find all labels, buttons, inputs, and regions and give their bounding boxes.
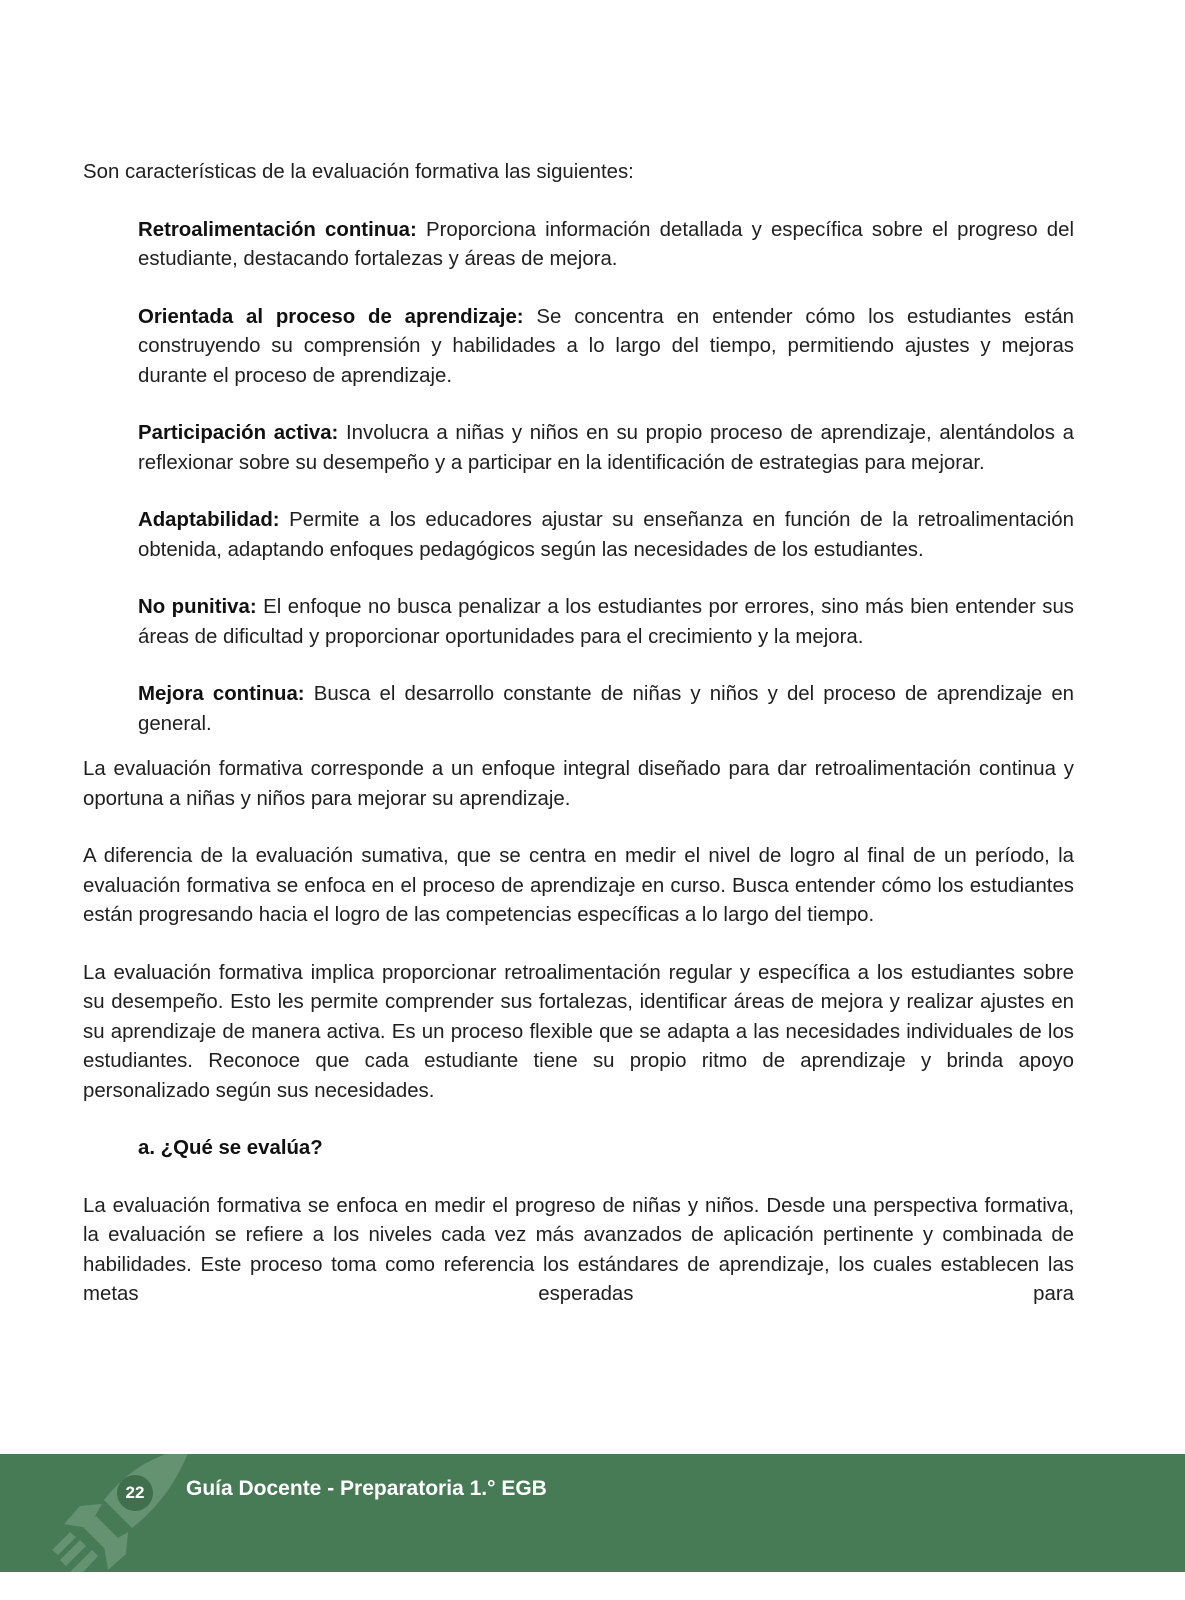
body-paragraph: La evaluación formativa corresponde a un enfoque integral diseñado para dar retroalimentación continua y oportuna a niñas y niños para mejorar su aprendizaje. <box>83 758 1074 810</box>
characteristic-item <box>138 216 1074 275</box>
page-content <box>83 158 1074 1310</box>
characteristic-title: Participación activa: <box>138 422 339 444</box>
characteristic-item <box>138 419 1074 478</box>
characteristic-item <box>138 303 1074 392</box>
rocket-icon <box>40 1454 190 1572</box>
footer-title: Guía Docente - Preparatoria 1.° EGB <box>186 1477 547 1500</box>
characteristic-title: Adaptabilidad: <box>138 509 280 531</box>
body-paragraph: La evaluación formativa implica proporcionar retroalimentación regular y específica a los estudiantes sobre su desempeño. Esto les permite comprender sus fortalezas, identificar áreas de mejora y realizar ajustes en su aprendizaje de manera activa. Es un proceso flexible que se adapta a las necesidades individuales de los estudiantes. Reconoce que cada estudiante tiene su propio ritmo de aprendizaje y brinda apoyo personalizado según sus necesidades. <box>83 961 1074 1102</box>
page-number-badge: 22 <box>117 1475 153 1511</box>
characteristic-text: El enfoque no busca penalizar a los estudiantes por errores, sino más bien entender sus áreas de dificultad y proporcionar oportunidades para el crecimiento y la mejora. <box>138 596 1074 648</box>
characteristic-text: Proporciona información detallada y específica sobre el progreso del estudiante, destacando fortalezas y áreas de mejora. <box>138 218 1074 270</box>
body-paragraph: A diferencia de la evaluación sumativa, que se centra en medir el nivel de logro al final de un período, la evaluación formativa se enfoca en el proceso de aprendizaje en curso. Busca entender cómo los estudiantes están progresando hacia el logro de las competencias específicas a lo largo del tiempo. <box>83 845 1074 926</box>
section-subheading: a. ¿Qué se evalúa? <box>138 1137 323 1159</box>
final-paragraph: La evaluación formativa se enfoca en medir el progreso de niñas y niños. Desde una perspectiva formativa, la evaluación se refiere a los niveles cada vez más avanzados de aplicación pertinente y combinada de habilidades. Este proceso toma como referencia los estándares de aprendizaje, los cuales establecen las metas esperadas para <box>83 1194 1074 1305</box>
characteristic-item <box>138 593 1074 652</box>
characteristic-title: No punitiva: <box>138 596 257 618</box>
characteristic-title: Mejora continua: <box>138 683 305 705</box>
page-footer <box>0 1454 1185 1572</box>
characteristic-text: Permite a los educadores ajustar su enseñanza en función de la retroalimentación obtenida, adaptando enfoques pedagógicos según las necesidades de los estudiantes. <box>138 509 1074 561</box>
characteristic-item <box>138 506 1074 565</box>
intro-text: Son características de la evaluación formativa las siguientes: <box>83 161 634 183</box>
characteristic-title: Retroalimentación continua: <box>138 218 417 241</box>
characteristic-text: Involucra a niñas y niños en su propio proceso de aprendizaje, alentándolos a reflexionar sobre su desempeño y a participar en la identificación de estrategias para mejorar. <box>138 422 1074 474</box>
characteristic-text: Se concentra en entender cómo los estudiantes están construyendo su comprensión y habilidades a lo largo del tiempo, permitiendo ajustes y mejoras durante el proceso de aprendizaje. <box>138 305 1075 387</box>
characteristic-title: Orientada al proceso de aprendizaje: <box>138 305 524 328</box>
characteristic-item <box>138 680 1074 739</box>
characteristic-text: Busca el desarrollo constante de niñas y niños y del proceso de aprendizaje en general. <box>138 683 1075 735</box>
